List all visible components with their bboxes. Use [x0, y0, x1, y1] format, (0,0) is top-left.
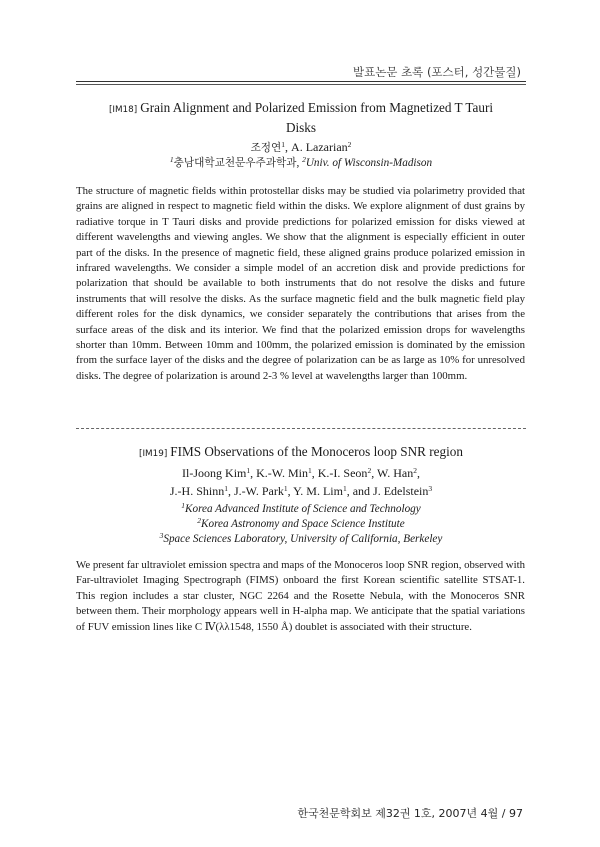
author-list-im18 — [76, 140, 526, 157]
author-sup: 1 — [281, 140, 286, 149]
abstract-body-im19: We present far ultraviolet emission spectra and maps of the Monoceros loop SNR region, observed with Far-ultraviolet Imaging Spectrograph (FIMS) onboard the first Korean scientific satellite STSAT-1. This region includes a star cluster, NGC 2264 and the Rosette Nebula, with the Monoceros SNR between them. Their morphology appears well in H-alpha map. We anticipate that the spatial variations of FUV emission lines like C Ⅳ(λλ1548, 1550 Å) doublet is associated with their structure. — [76, 559, 525, 633]
affiliation-3-im19 — [76, 532, 526, 547]
author-name: K.-W. Min — [256, 466, 309, 480]
section-divider — [76, 428, 526, 429]
affil-sup: 1 — [181, 501, 186, 510]
author-sep: , — [311, 466, 318, 480]
abstract-code: [IM19] — [139, 449, 168, 459]
title-line-1: Grain Alignment and Polarized Emission from Magnetized T Tauri — [140, 100, 494, 115]
abstract-title-im19 — [76, 443, 526, 463]
author-name: J.-H. Shinn — [169, 484, 225, 498]
author-name: 조정연 — [250, 142, 282, 154]
affiliations-im18: $^1$충남대학교천문우주과학과, $^2$Univ. of Wisconsin-Madison — [169, 155, 433, 169]
author-name: Il-Joong Kim — [182, 466, 247, 480]
affil-sup: 2 — [302, 155, 306, 164]
author-sup: 1 — [224, 484, 228, 493]
author-sup: 1 — [342, 484, 347, 493]
author-sup: 1 — [283, 484, 288, 493]
title-line-1: FIMS Observations of the Monoceros loop SNR region — [170, 444, 463, 459]
header-rule-thin — [76, 84, 526, 85]
author-line-1-im19 — [76, 466, 526, 482]
affil-text: 충남대학교천문우주과학과 — [173, 157, 297, 169]
affil-text: Korea Advanced Institute of Science and Technology — [185, 503, 421, 515]
author-name: Y. M. Lim — [293, 484, 343, 498]
author-sep: , — [287, 484, 294, 498]
author-name: J.-W. Park — [233, 484, 284, 498]
author-sup: 2 — [347, 140, 352, 149]
abstract-code: [IM18] — [108, 105, 138, 115]
title-line-2: Disks — [285, 120, 317, 135]
author-name: W. Han — [376, 466, 414, 480]
abstract-title-im18 — [76, 99, 526, 136]
author-sup: 2 — [367, 466, 372, 475]
running-header: 발표논문 초록 (포스터, 성간물질) — [352, 65, 521, 79]
affil-sup: 3 — [159, 531, 164, 540]
author-sep: , — [285, 140, 292, 154]
author-line-2-im19 — [76, 484, 526, 500]
author-sep: , — [416, 466, 420, 480]
author-sup: 2 — [413, 466, 417, 475]
author-sep: , — [250, 466, 257, 480]
affiliation-2-im19 — [76, 517, 526, 532]
affil-text: Korea Astronomy and Space Science Institute — [201, 518, 405, 530]
author-sep: , and — [346, 484, 374, 498]
affil-sup: 2 — [197, 516, 202, 525]
page-footer: 한국천문학회보 제32권 1호, 2007년 4월 / 97 — [297, 807, 523, 820]
author-sup: 1 — [308, 466, 312, 475]
author-name: K.-I. Seon — [317, 466, 368, 480]
author-name: A. Lazarian — [291, 140, 348, 154]
author-sup: 1 — [246, 466, 251, 475]
header-rule — [76, 81, 526, 82]
affil-sup: 1 — [169, 155, 174, 164]
affiliation-1-im19 — [76, 502, 526, 517]
abstract-body-im18: The structure of magnetic fields within protostellar disks may be studied via polarimetry provided that grains are aligned in respect to magnetic field within the disks. We explore alignment of dust grains by radiative torque in T Tauri disks and provide predictions for polarized emission for disks viewed at different wavelengths and viewing angles. We show that the alignment is especially efficient in outer part of the disks. In the presence of magnetic field, these aligned grains produce polarized emission in infrared wavelengths. We consider a simple model of an accretion disk and provide predictions for polarization that should be available to both instruments that do not resolve the disks and future instruments that will resolve the disks. As the surface magnetic field and the bulk magnetic field play different roles for the disk dynamics, we consider separately the contributions that arises from the surface areas of the disk and its interior. We find that the polarized emission drops for wavelengths shorter than 10mm. Between 10mm and 100mm, the polarized emission is dominated by the emission from the surface layer of the disks and the degree of polarization can be as large as 10% for unresolved disks. The degree of polarization is around 2-3 % level at wavelengths larger than 100mm. — [76, 185, 525, 382]
author-sep: , — [227, 484, 234, 498]
affil-text: Univ. of Wisconsin-Madison — [305, 157, 433, 169]
author-sep: , — [371, 466, 377, 480]
author-name: J. Edelstein — [373, 484, 429, 498]
affil-text: Space Sciences Laboratory, University of California, Berkeley — [163, 533, 443, 545]
author-sup: 3 — [428, 484, 433, 493]
